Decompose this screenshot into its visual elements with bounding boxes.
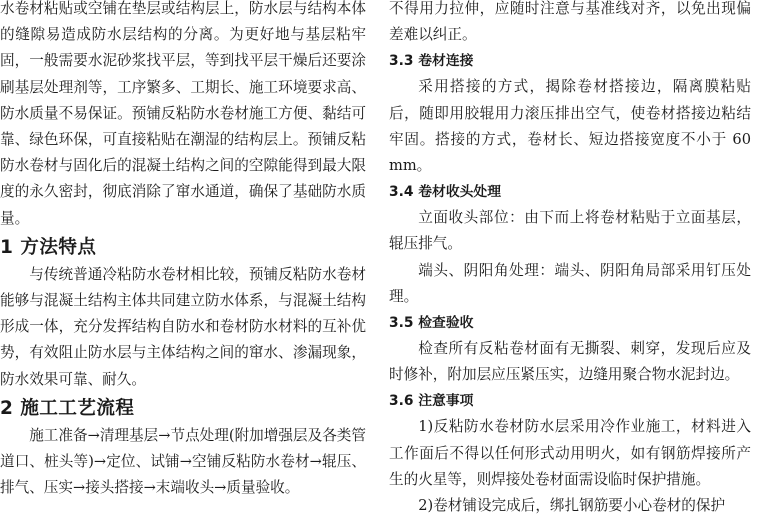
subsection-3-4-heading: 3.4 卷材收头处理	[389, 184, 502, 201]
subsection-3-5-heading: 3.5 检查验收	[389, 315, 474, 332]
subsection-3-3-body: 采用搭接的方式，揭除卷材搭接边，隔离膜粘贴后，随即用胶辊用力滚压排出空气，使卷材搭接边粘结牢固。搭接的方式，卷材长、短边搭接宽度不小于 60 mm。	[389, 78, 751, 175]
section-2-body: 施工准备→清理基层→节点处理(附加增强层及各类管道口、桩头等)→定位、试铺→空铺反粘防水卷材→辊压、排气、压实→接头搭接→末端收头→质量验收。	[0, 426, 366, 497]
right-column	[389, 0, 751, 515]
subsection-3-4-body-1: 立面收头部位：由下而上将卷材粘贴于立面基层，辊压排气。	[389, 209, 751, 253]
subsection-3-5-body: 检查所有反粘卷材面有无撕裂、刺穿，发现后应及时修补，附加层应压紧压实，边缝用聚合物水泥封边。	[389, 340, 751, 384]
section-1-body: 与传统普通冷粘防水卷材相比较，预铺反粘防水卷材能够与混凝土结构主体共同建立防水体系，与混凝土结构形成一体，充分发挥结构自防水和卷材防水材料的互补优势，有效阻止防水层与主体结构之间的窜水、渗漏现象，防水效果可靠、耐久。	[0, 265, 366, 388]
subsection-3-6-cut-line: 2)卷材铺设完成后，绑扎钢筋要小心卷材的保护	[418, 497, 726, 515]
intro-paragraph: 水卷材粘贴或空铺在垫层或结构层上，防水层与结构本体的缝隙易造成防水层结构的分离。为更好地与基层粘牢固，一般需要水泥砂浆找平层，等到找平层干燥后还要涂刷基层处理剂等，工序繁多、工期长、施工环境要求高、防水质量不易保证。预铺反粘防水卷材施工方便、黏结可靠、绿色环保，可直接粘贴在潮湿的结构层上。预铺反粘防水卷材与固化后的混凝土结构之间的空隙能得到最大限度的永久密封，彻底消除了窜水通道，确保了基础防水质量。	[0, 0, 366, 227]
subsection-3-6-heading: 3.6 注意事项	[389, 393, 474, 410]
subsection-3-3-heading: 3.3 卷材连接	[389, 53, 474, 70]
subsection-3-6-body: 1)反粘防水卷材防水层采用冷作业施工，材料进入工作面后不得以任何形式动用明火，如有钢筋焊接所产生的火星等，则焊接处卷材面需设临时保护措施。	[389, 418, 751, 488]
section-1-heading: 1 方法特点	[0, 236, 97, 258]
section-2-heading: 2 施工工艺流程	[0, 397, 135, 419]
left-column	[0, 0, 366, 515]
continued-paragraph: 不得用力拉伸，应随时注意与基准线对齐，以免出现偏差难以纠正。	[389, 0, 751, 44]
subsection-3-4-body-2: 端头、阴阳角处理：端头、阴阳角局部采用钉压处理。	[389, 261, 751, 305]
